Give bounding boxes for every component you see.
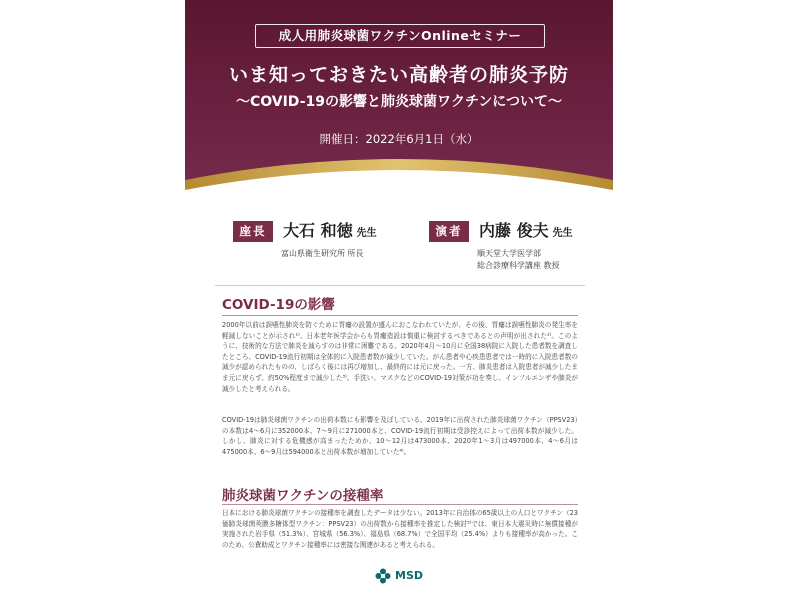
affiliation-line: 順天堂大学医学部 [477, 249, 541, 258]
speaker-affiliation [477, 248, 560, 272]
section-title-covid: COVID-19の影響 [222, 297, 335, 313]
role-badge: 座長 [233, 221, 273, 242]
affiliation-line: 富山県衛生研究所 所長 [281, 249, 364, 258]
section-underline [222, 315, 578, 316]
speaker-name-text: 内藤 俊夫 [479, 221, 549, 240]
honorific: 先生 [356, 228, 377, 239]
msd-logo-mark-icon [375, 568, 391, 584]
header-banner [185, 0, 613, 200]
section-paragraph: COVID-19は肺炎球菌ワクチンの出荷本数にも影響を及ぼしている。2019年に出荷された肺炎球菌ワクチン（PPSV23）の本数は4〜6月に352000本、7〜9月に271000本と、COVID-19流行初期は受診控えによって出荷本数が減少した。しかし、肺炎に対する危機感が高まったためか、10〜12月は473000本、2020年1〜3月は497000本、4〜6月は475000本、6〜9月は594000本と出荷本数が増加していた⁴⁾。 [222, 416, 578, 456]
speaker-affiliation [281, 248, 364, 260]
msd-logo-text: MSD [395, 569, 423, 582]
speaker-name-text: 大石 和徳 [283, 221, 353, 240]
speaker-divider [215, 285, 585, 286]
seminar-badge: 成人用肺炎球菌ワクチンOnlineセミナー [255, 24, 545, 48]
section-paragraph: 日本における肺炎球菌ワクチンの接種率を調査したデータは少ない。2013年に自治体の65歳以上の人口とワクチン（23価肺炎球菌莢膜多糖体型ワクチン：PPSV23）の出荷数から接種率を推定した検討⁵⁾では、東日本大震災時に無償接種が実施された岩手県（51.3%）、宮城県（56.3%）、福島県（68.7%）で全国平均（25.4%）よりも接種率が高かった。このため、公費助成とワクチン接種率には密接な関連があると考えられる。 [222, 509, 578, 549]
section-underline [222, 504, 578, 505]
sub-title: 〜COVID-19の影響と肺炎球菌ワクチンについて〜 [235, 94, 563, 110]
flyer-page [185, 0, 613, 600]
role-badge: 演者 [429, 221, 469, 242]
speaker-name [479, 218, 573, 241]
section-paragraph: 2000年以前は誤嚥性肺炎を防ぐために胃瘻の設置が盛んにおこなわれていたが、その後、胃瘻は誤嚥性肺炎の発生率を軽減しないことが示され¹⁾、日本老年医学会からも胃瘻造設は慎重に検討するべきであるとの声明が出された²⁾。このように、技術的な方法で肺炎を減らすのは非常に困難である。2020年4月〜10月に全国38病院に入院した患者数を調査したところ、COVID-19流行初期は全体的に入院患者数が減少していた。がん患者や心疾患患者では一時的に入院患者数の減少が認められたものの、しばらく後には再び増加し、最終的には元に戻った。一方、肺炎患者は入院患者が減少したまま元に戻らず、約50%程度まで減少した³⁾。手洗い、マスクなどのCOVID-19対策が功を奏し、インフルエンザや肺炎が減少したと考えられる。 [222, 321, 578, 393]
honorific: 先生 [552, 228, 573, 239]
speaker-name [283, 218, 377, 241]
section-title-vaccination-rate: 肺炎球菌ワクチンの接種率 [222, 488, 384, 504]
event-date: 開催日：2022年6月1日（水） [319, 132, 479, 146]
main-title: いま知っておきたい高齢者の肺炎予防 [228, 64, 569, 86]
affiliation-line: 総合診療科学講座 教授 [477, 261, 560, 270]
